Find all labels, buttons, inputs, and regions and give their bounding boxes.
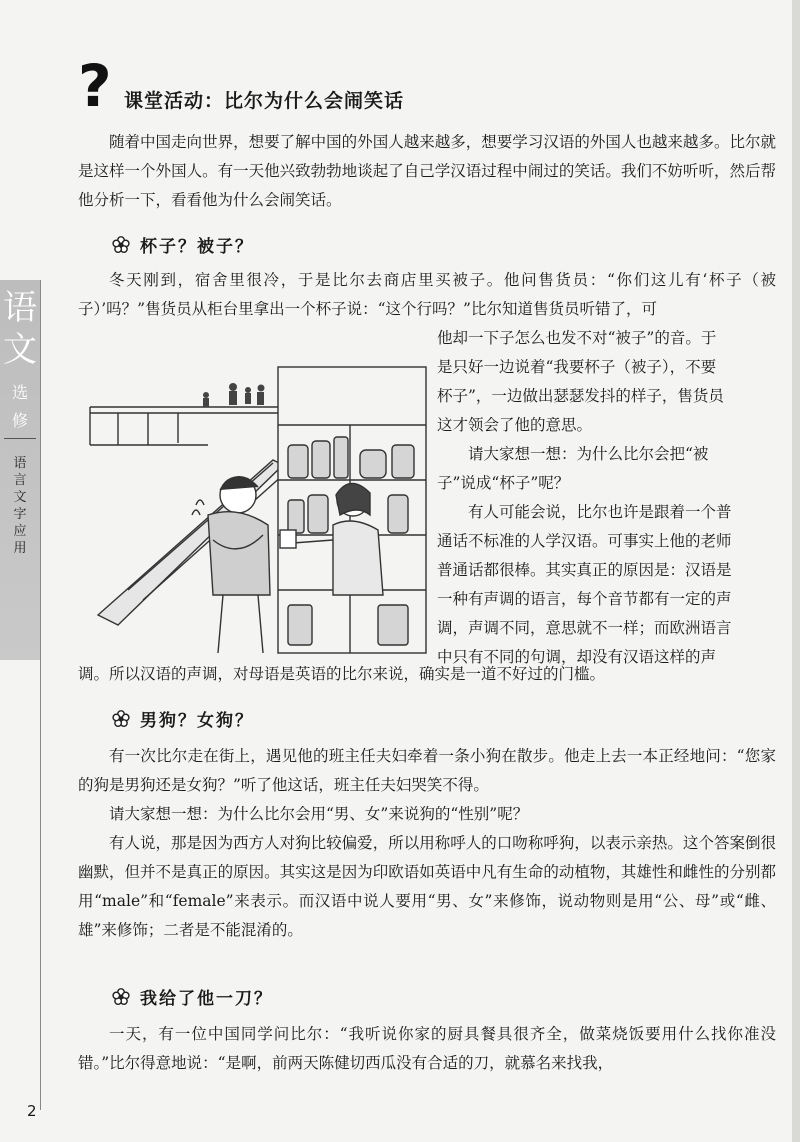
side-tab-char: 用 [13,541,27,556]
text-line: 中只有不同的句调，却没有汉语这样的声 [437,648,717,666]
subheading-cup-quilt [112,232,254,257]
flower-icon [112,236,130,254]
text-line: 有人可能会说，比尔也许是跟着一个普 [437,503,732,521]
subheading-text: 男狗？女狗？ [140,711,254,731]
text-line: 请大家想一想：为什么比尔会把“被 [437,445,709,463]
side-tab-char: 语 [13,456,27,471]
text-line: 是只好一边说着“我要杯子（被子），不要 [437,358,717,376]
side-tab-char: 文 [3,330,37,370]
subheading-dog [112,706,254,731]
subheading-text: 杯子？被子？ [140,237,254,257]
section2-paragraph: 请大家想一想：为什么比尔会用“男、女”来说狗的“性别”呢？ [109,805,529,823]
section2-paragraph: 有人说，那是因为西方人对狗比较偏爱，所以用称呼人的口吻称呼狗，以表示亲热。这个答案倒很幽默，但并不是真正的原因。其实这是因为印欧语如英语中凡有生命的动植物，其雄性和雌性的分别都用“male”和“female”来表示。而汉语中说人要用“男、女”来修饰，说动物则是用“公、母”或“雌、雄”来修饰；二者是不能混淆的。 [78,834,776,939]
flower-icon [112,988,130,1006]
side-tab-vertical-text [0,455,40,557]
section2-paragraph: 有一次比尔走在街上，遇见他的班主任夫妇牵着一条小狗在散步。他走上去一本正经地问：“您家的狗是男狗还是女狗？”听了他这话，班主任夫妇哭笑不得。 [78,747,776,794]
text-line: 普通话都很棒。其实真正的原因是：汉语是 [437,561,732,579]
text-line: 通话不标准的人学汉语。可事实上他的老师 [437,532,732,550]
section3-paragraph: 一天，有一位中国同学问比尔：“我听说你家的厨具餐具很齐全，做菜烧饭要用什么找你准没错。”比尔得意地说：“是啊，前两天陈健切西瓜没有合适的刀，就慕名来找我， [78,1025,776,1072]
page-number: 2 [27,1102,37,1120]
side-tab-char: 文 [13,490,27,505]
side-tab-char: 语 [3,288,37,328]
page-edge [792,0,800,1142]
section1-ending: 调。所以汉语的声调，对母语是英语的比尔来说，确实是一道不好过的门槛。 [78,665,606,683]
shop-illustration [88,365,428,655]
text-line: 这才领会了他的意思。 [437,416,593,434]
intro-paragraph: 随着中国走向世界，想要了解中国的外国人越来越多，想要学习汉语的外国人也越来越多。比尔就是这样一个外国人。有一天他兴致勃勃地谈起了自己学汉语过程中闹过的笑话。我们不妨听听，然后帮他分析一下，看看他为什么会闹笑话。 [78,133,776,209]
side-tab-small: 选 [11,383,28,402]
subheading-text: 我给了他一刀？ [140,989,273,1009]
subheading-knife [112,984,273,1009]
side-tab-char: 言 [13,473,27,488]
text-line: 杯子”，一边做出瑟瑟发抖的样子，售货员 [437,387,724,405]
question-mark-icon: ? [78,52,112,120]
text-line: 子”说成“杯子”呢？ [437,474,570,492]
flower-icon [112,710,130,728]
page-title: 课堂活动：比尔为什么会闹笑话 [124,90,405,112]
margin-rule [40,660,41,1110]
section-heading [78,52,758,120]
side-tab-small: 修 [11,411,28,430]
side-tab-divider [4,438,36,439]
text-line: 他却一下子怎么也发不对“被子”的音。于 [437,329,717,347]
section1-paragraph: 冬天刚到，宿舍里很冷，于是比尔去商店里买被子。他问售货员：“你们这儿有‘杯子（被子）’吗？”售货员从柜台里拿出一个杯子说：“这个行吗？”比尔知道售货员听错了，可 [78,271,776,318]
text-line: 调，声调不同，意思就不一样；而欧洲语言 [437,619,732,637]
side-tab-char: 字 [13,507,27,522]
text-line: 一种有声调的语言，每个音节都有一定的声 [437,590,732,608]
side-tab-char: 应 [13,524,27,539]
